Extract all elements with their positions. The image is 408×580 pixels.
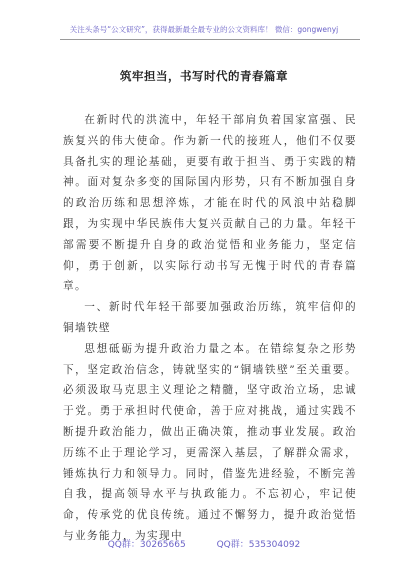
document-title: 筑牢担当，书写时代的青春篇章 <box>120 69 288 83</box>
footer-qq-group-1: QQ群：30265665 <box>107 540 186 550</box>
section-heading-1: 一、新时代年轻干部要加强政治历练，筑牢信仰的铜墙铁壁 <box>63 301 357 334</box>
body-paragraph-2: 思想砥砺为提升政治力量之本。在错综复杂之形势下，坚定政治信念，铸就坚实的“铜墙铁壁”至关重要。必须汲取马克思主义理论之精髓，坚守政治立场，忠诚于党。勇于承担时代使命，善于应对挑战，通过实践不断提升政治能力，做出正确决策，推动事业发展。政治历练不止于理论学习，更需深入基层，了解群众需求，锤炼执行力和领导力。同时，借鉴先进经验，不断完善自我，提高领导水平与执政能力。不忘初心，牢记使命，传承党的优良传统。通过不懈努力，提升政治觉悟与业务能力，为实现中 <box>63 342 357 542</box>
footer-qq-group-2: QQ群：535304092 <box>216 540 301 550</box>
header-promo-note: 关注头条号“公文研究”，获得最新最全最专业的公文资料库！ 微信：gongwenyj <box>69 25 339 34</box>
intro-paragraph: 在新时代的洪流中，年轻干部肩负着国家富强、民族复兴的伟大使命。作为新一代的接班人，他们不仅要具备扎实的理论基础，更要有敢于担当、勇于实践的精神。面对复杂多变的国际国内形势，只有不断加强自身的政治历练和思想淬炼，才能在时代的风浪中站稳脚跟，为实现中华民族伟大复兴贡献自己的力量。年轻干部需要不断提升自身的政治觉悟和业务能力，坚定信仰，勇于创新，以实际行动书写无愧于时代的青春篇章。 <box>63 114 357 293</box>
header-divider <box>60 39 360 40</box>
footer-contacts <box>0 537 408 550</box>
document-body <box>63 110 357 547</box>
